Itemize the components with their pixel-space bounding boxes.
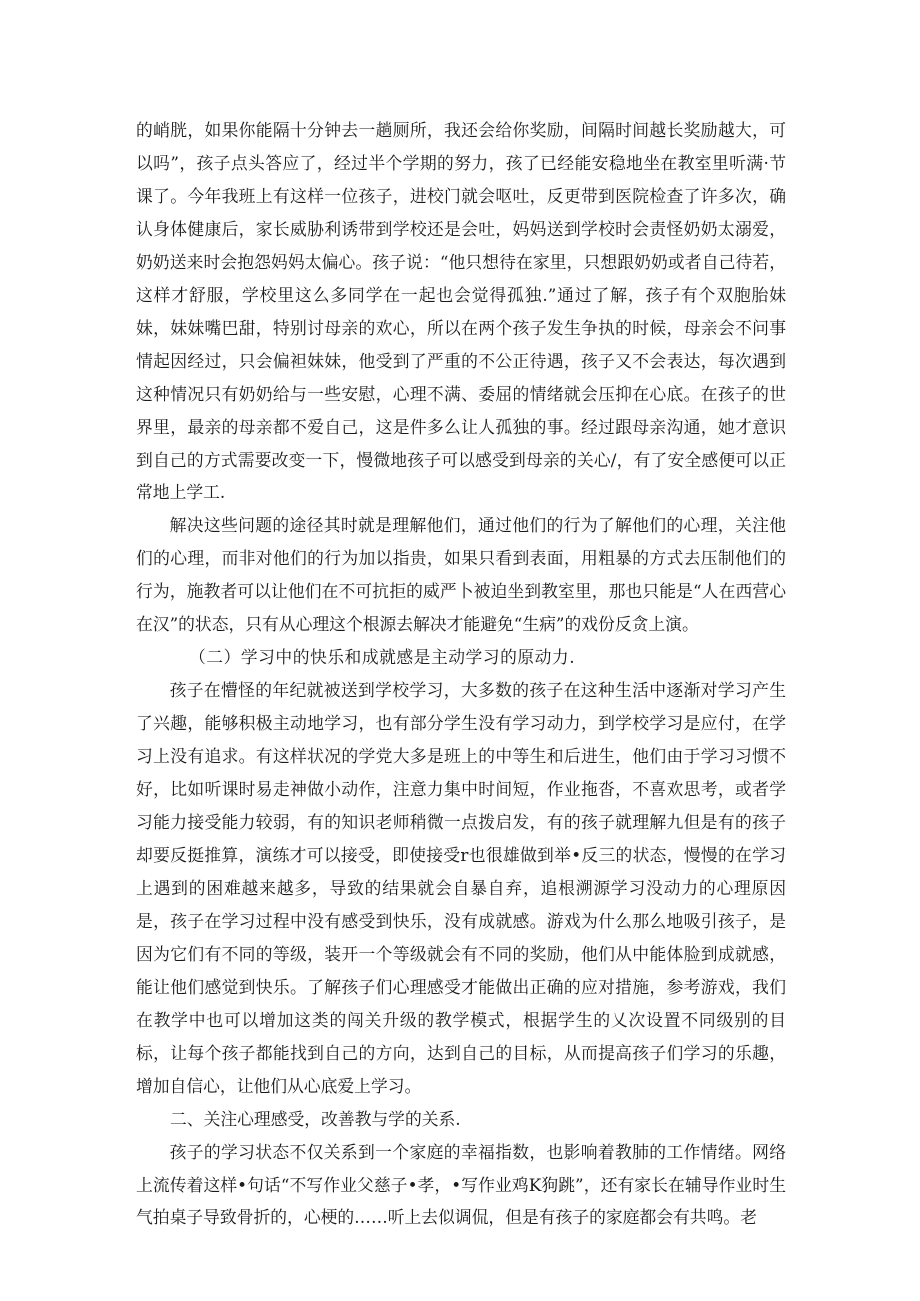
paragraph-continuation: 的峭胱，如果你能隔十分钟去一趟厕所，我还会给你奖励，间隔时间越长奖励越大，可以吗”，孩子点头答应了，经过半个学期的努力，孩了已经能安稳地坐在教室里听满·节课了。今年我班上有这样一位孩子，进校门就会呕吐，反更带到医院检查了许多次，确认身体健康后，家长威胁利诱带到学校还是会吐，妈妈送到学校时会责怪奶奶太溺爱，奶奶送来时会抱怨妈妈太偏心。孩子说：“他只想待在家里，只想跟奶奶或者自己待若，这样才舒服，学校里这么多同学在一起也会觉得孤独.”通过了解，孩子有个双胞胎妹妹，妹妹嘴巴甜，特别讨母亲的欢心，所以在两个孩子发生争执的时候，母亲会不问事情起因经过，只会偏袒妹妹，他受到了严重的不公正待遇，孩子又不会表达，每次遇到这种情况只有奶奶给与一些安慰，心理不满、委屈的情绪就会压抑在心底。在孩子的世界里，最亲的母亲都不爱自己，这是件多么让人孤独的事。经过跟母亲沟通，她才意识到自己的方式需要改变一下，慢微地孩子可以感受到母亲的关心/，有了安全感便可以正常地上学工. xyxy=(136,120,786,503)
section-heading: 二、关注心理感受，改善教与学的关系. xyxy=(170,1108,461,1129)
paragraph-motivation: 孩子在懵怪的年纪就被送到学校学习，大多数的孩子在这种生活中逐渐对学习产生了兴趣，能够积极主动地学习，也有部分学生没有学习动力，到学校学习是应付，在学习上没有追求。有这样状况的学党大多是班上的中等生和后进生，他们由于学习习惯不好，比如听课时易走神做小动作，注意力集中时间短，作业拖沓，不喜欢思考，或者学习能力接受能力较弱，有的知识老师稍微一点拨启发，有的孩子就理解九但是有的孩子却要反挺推算，演练才可以接受，即使接受r也很雄做到举•反三的状态，慢慢的在学习上遇到的困难越来越多，导致的结果就会自暴自弃，追根溯源学习没动力的心理原因是，孩子在学习过程中没有感受到快乐，没有成就感。游戏为什么那么地吸引孩子，是因为它们有不同的等级，装开一个等级就会有不同的奖励，他们从中能体脸到成就感，能让他们感觉到快乐。了解孩子们心理感受才能做出正确的应对措施，参考游戏，我们在教学中也可以增加这类的闯关升级的教学模式，根据学生的乂次设置不同级别的目标，让每个孩子都能找到自己的方向，达到自己的目标，从而提高孩子们学习的乐趣，增加自信心，让他们从心底爱上学习。 xyxy=(136,680,786,1096)
paragraph-learning-state: 孩子的学习状态不仅关系到一个家庭的幸福指数，也影响着教肺的工作情绪。网络上流传着这样•句话“不写作业父慈子•孝，•写作业鸡K狗跳”，还有家长在辅导作业时生气拍桌子导致骨折的，心梗的……听上去似调侃，但是有孩子的家庭都会有共鸣。老 xyxy=(136,1141,786,1228)
paragraph-understanding: 解决这些问题的途径其时就是理解他们，通过他们的行为了解他们的心理，关注他们的心理，而非对他们的行为加以指贵，如果只看到表面，用粗暴的方式去压制他们的行为，施教者可以让他们在不可抗拒的威严卜被迫坐到教室里，那也只能是“人在西营心在汉”的状态，只有从心理这个根源去解决才能避免“生病”的戏份反贪上演。 xyxy=(136,515,786,635)
document-body xyxy=(136,114,786,1234)
section-subheading: （二）学习中的快乐和成就感是主动学习的原动力. xyxy=(189,647,576,668)
